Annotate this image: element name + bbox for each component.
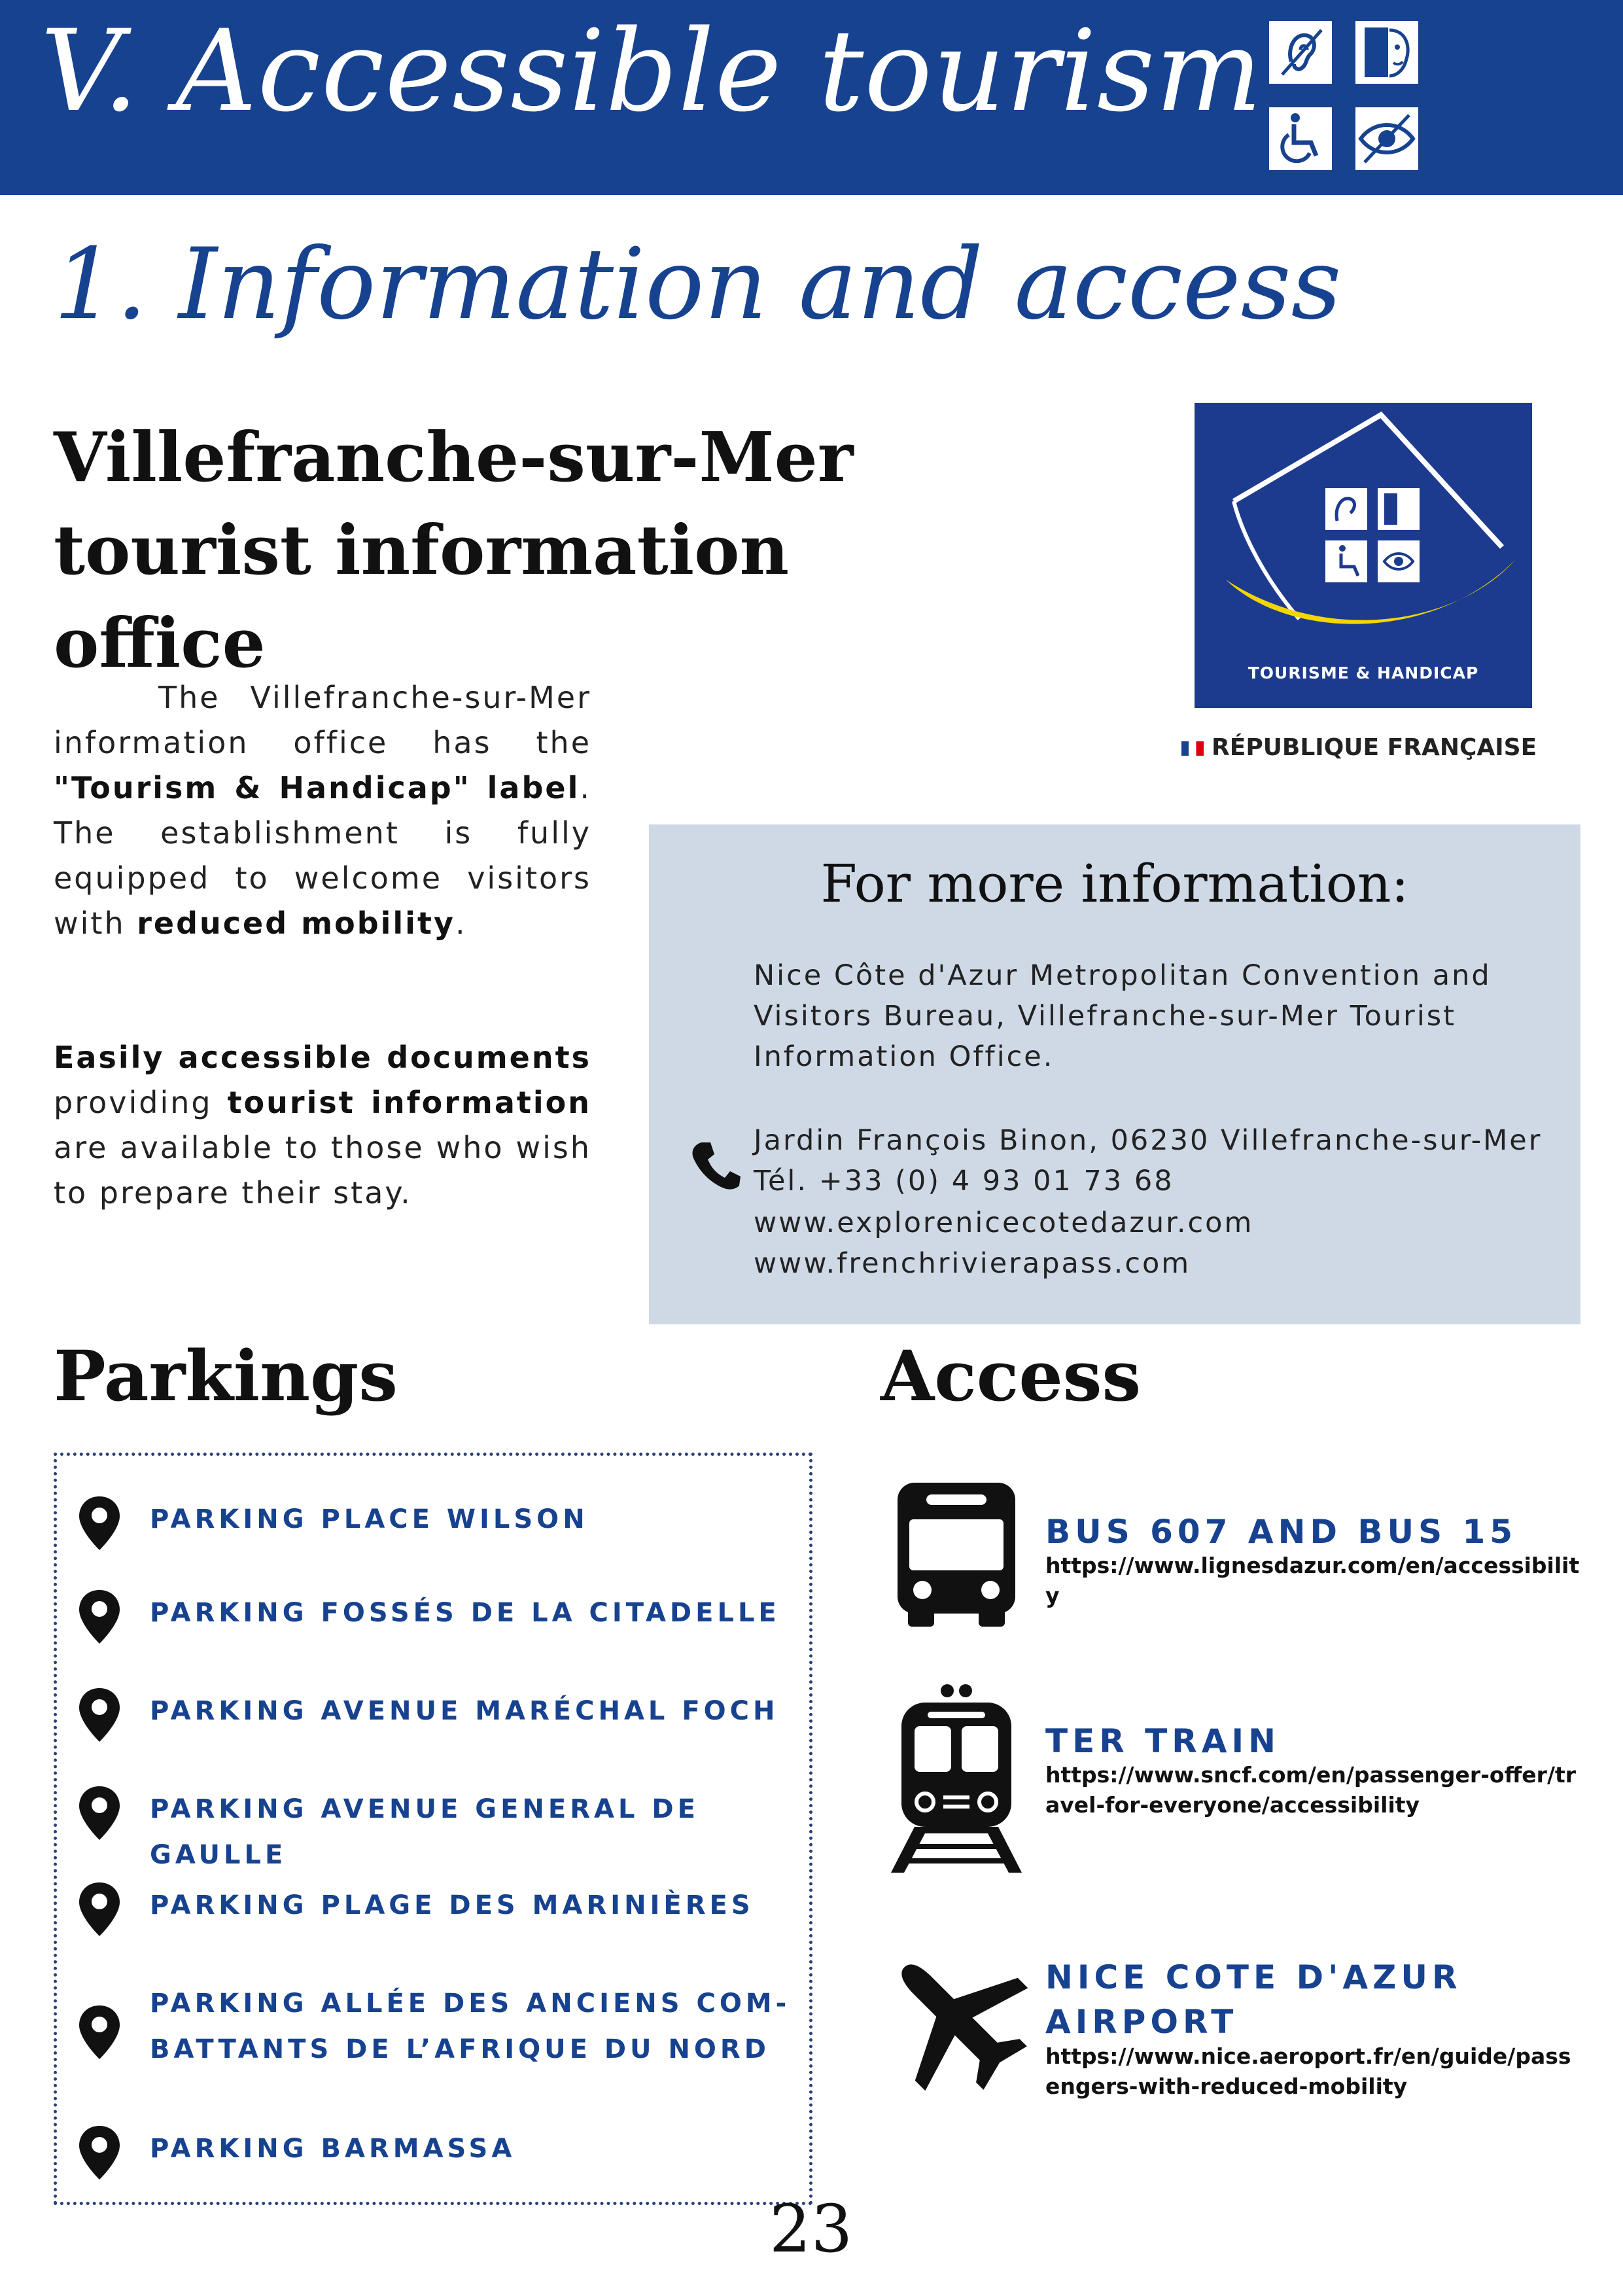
docs-text-1: providing	[54, 1085, 228, 1120]
access-bus-name: BUS 607 AND BUS 15	[1045, 1513, 1518, 1551]
intro-bold-mobility: reduced mobility	[137, 906, 455, 941]
parking-name: PARKING PLACE WILSON	[150, 1504, 589, 1534]
logo-caption	[1181, 734, 1537, 761]
intro-text-1: The Villefranche-sur-Mer information office has the	[54, 680, 591, 760]
info-website-1[interactable]: www.explorenicecotedazur.com	[754, 1207, 1254, 1239]
info-phone: Tél. +33 (0) 4 93 01 73 68	[754, 1165, 1174, 1197]
access-airport-name: NICE COTE D'AZUR AIRPORT	[1045, 1958, 1462, 2041]
info-organization-line-2: Visitors Bureau, Villefranche-sur-Mer Tourist	[754, 1000, 1457, 1033]
info-organization-line-1: Nice Côte d'Azur Metropolitan Convention and	[754, 959, 1492, 992]
intro-text-2: . The establishment is fully equipped to welcome visitors with	[54, 770, 591, 941]
parking-name: PARKING AVENUE MARÉCHAL FOCH	[150, 1696, 779, 1726]
location-pin-icon	[75, 1784, 124, 1843]
access-train-url[interactable]: https://www.sncf.com/en/passenger-offer/travel-for-everyone/accessibility	[1045, 1762, 1577, 1818]
train-icon	[891, 1683, 1022, 1873]
access-airport-url[interactable]: https://www.nice.aeroport.fr/en/guide/passengers-with-reduced-mobility	[1045, 2043, 1571, 2099]
parking-name	[150, 1981, 804, 2072]
parking-name: PARKING BARMASSA	[150, 2134, 516, 2164]
parking-name-line-2: BATTANTS DE L’AFRIQUE DU NORD	[150, 2034, 770, 2064]
parking-name-line-1: PARKING ALLÉE DES ANCIENS COM-	[150, 1988, 791, 2019]
office-title-line-2: tourist information office	[54, 510, 790, 683]
visual-impairment-icon	[1355, 107, 1418, 170]
info-website-2[interactable]: www.frenchrivierapass.com	[754, 1247, 1191, 1280]
office-title-line-1: Villefranche-sur-Mer	[54, 417, 854, 497]
page-number: 23	[769, 2191, 853, 2267]
info-address: Jardin François Binon, 06230 Villefranche-sur-Mer	[754, 1124, 1543, 1157]
intro-text-3: .	[455, 906, 467, 941]
phone-icon	[689, 1139, 742, 1191]
logo-house-icon	[1195, 403, 1532, 708]
logo-caption-text: RÉPUBLIQUE FRANÇAISE	[1212, 734, 1537, 761]
office-title	[54, 411, 956, 690]
parkings-list	[54, 1453, 812, 2205]
more-information-box	[649, 824, 1580, 1324]
docs-bold-1: Easily accessible documents	[54, 1040, 591, 1075]
french-flag-icon	[1181, 741, 1204, 756]
hearing-impairment-icon	[1269, 21, 1332, 84]
mental-impairment-icon	[1355, 21, 1418, 84]
info-heading: For more information:	[820, 853, 1409, 914]
parking-name: PARKING FOSSÉS DE LA CITADELLE	[150, 1598, 780, 1628]
parkings-title: Parkings	[54, 1335, 398, 1417]
location-pin-icon	[75, 2123, 124, 2182]
header-band	[0, 0, 1623, 195]
intro-paragraph	[54, 675, 591, 946]
parking-name: PARKING PLAGE DES MARINIÈRES	[150, 1890, 754, 1920]
location-pin-icon	[75, 1880, 124, 1939]
logo-text: TOURISME & HANDICAP	[1248, 663, 1479, 682]
section-title: 1. Information and access	[54, 228, 1342, 342]
location-pin-icon	[75, 1686, 124, 1744]
wheelchair-icon	[1269, 107, 1332, 170]
location-pin-icon	[75, 1494, 124, 1553]
tourisme-handicap-logo	[1195, 403, 1532, 708]
docs-text-2: are available to those who wish to prepare their stay.	[54, 1130, 591, 1210]
access-bus-url[interactable]: https://www.lignesdazur.com/en/accessibility	[1045, 1553, 1580, 1608]
location-pin-icon	[75, 1587, 124, 1646]
chapter-title: V. Accessible tourism	[41, 5, 1263, 137]
bus-icon	[892, 1480, 1021, 1627]
airplane-icon	[881, 1943, 1031, 2094]
intro-bold-label: "Tourism & Handicap" label	[54, 770, 580, 805]
info-organization-line-3: Information Office.	[754, 1040, 1055, 1073]
parking-name: PARKING AVENUE GENERAL DE GAULLE	[150, 1794, 699, 1870]
docs-bold-2: tourist information	[227, 1085, 591, 1120]
documents-paragraph	[54, 1035, 591, 1216]
access-title: Access	[881, 1335, 1142, 1417]
access-train-name: TER TRAIN	[1045, 1722, 1280, 1760]
location-pin-icon	[75, 2003, 124, 2062]
